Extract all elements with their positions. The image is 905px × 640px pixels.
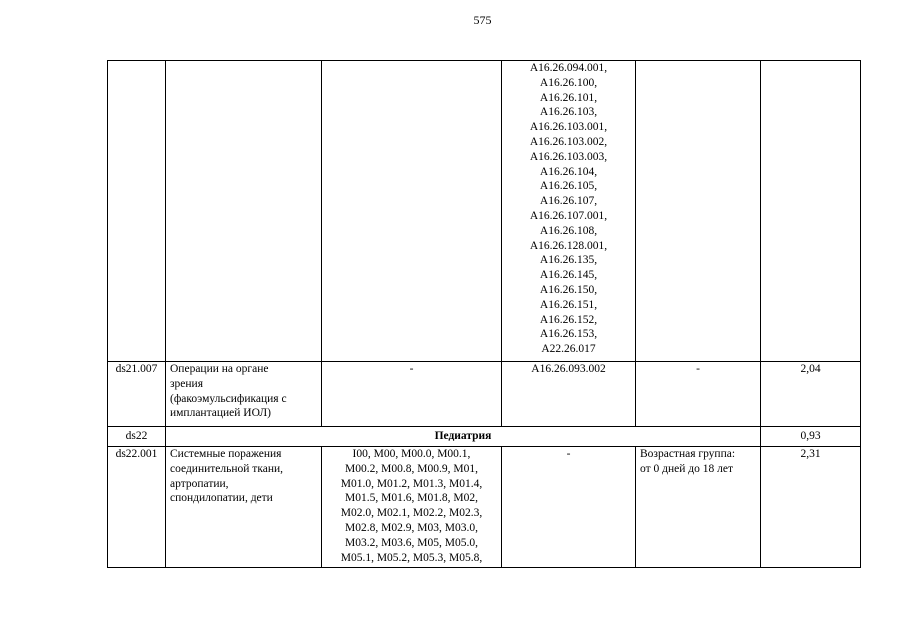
- cell-criteria: [636, 61, 761, 362]
- cell-code: ds21.007: [108, 362, 166, 427]
- cell-coefficient: 0,93: [761, 427, 861, 447]
- table-row: [108, 362, 861, 427]
- table-row: [108, 447, 861, 568]
- cell-coefficient: [761, 61, 861, 362]
- cell-coefficient: 2,31: [761, 447, 861, 568]
- cell-name: Системные поражения соединительной ткани, артропатии, спондилопатии, дети: [166, 447, 322, 568]
- section-title: Педиатрия: [166, 427, 761, 447]
- table-row: [108, 61, 861, 362]
- page-number: 575: [473, 13, 492, 27]
- section-row: [108, 427, 861, 447]
- cell-code: ds22: [108, 427, 166, 447]
- tariff-table: [107, 60, 861, 568]
- cell-code: ds22.001: [108, 447, 166, 568]
- cell-name: [166, 61, 322, 362]
- cell-services: -: [502, 447, 636, 568]
- cell-services: A16.26.094.001, A16.26.100, A16.26.101, A16.26.103, A16.26.103.001, A16.26.103.002, A16.26.103.003, A16.26.104, A16.26.105, A16.26.107, A16.26.107.001, A16.26.108, A16.26.128.001, A16.26.135, A16.26.145, A16.26.150, A16.26.151, A16.26.152, A16.26.153, A22.26.017: [502, 61, 636, 362]
- cell-criteria: Возрастная группа: от 0 дней до 18 лет: [636, 447, 761, 568]
- cell-code: [108, 61, 166, 362]
- cell-diagnoses: I00, M00, M00.0, M00.1, M00.2, M00.8, M00.9, M01, M01.0, M01.2, M01.3, M01.4, M01.5, M01.6, M01.8, M02, M02.0, M02.1, M02.2, M02.3, M02.8, M02.9, M03, M03.0, M03.2, M03.6, M05, M05.0, M05.1, M05.2, M05.3, M05.8,: [322, 447, 502, 568]
- cell-diagnoses: -: [322, 362, 502, 427]
- cell-diagnoses: [322, 61, 502, 362]
- cell-coefficient: 2,04: [761, 362, 861, 427]
- cell-name: Операции на органе зрения (факоэмульсификация с имплантацией ИОЛ): [166, 362, 322, 427]
- cell-services: A16.26.093.002: [502, 362, 636, 427]
- cell-criteria: -: [636, 362, 761, 427]
